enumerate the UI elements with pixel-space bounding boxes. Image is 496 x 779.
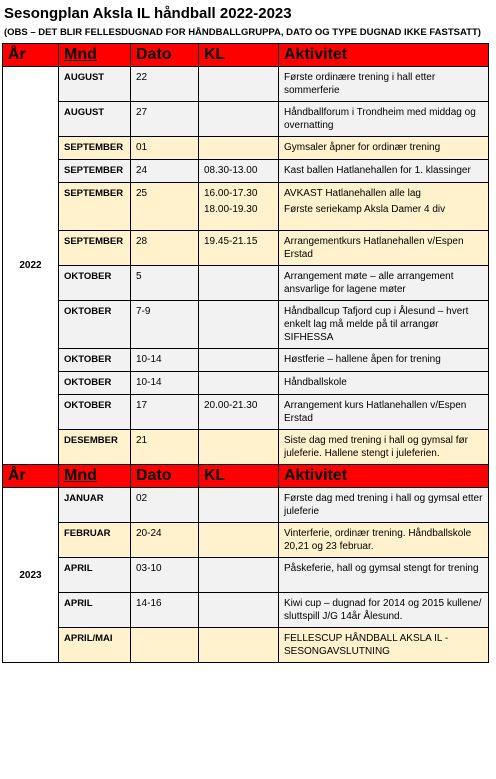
month-cell: SEPTEMBER [59, 137, 131, 160]
date-cell: 03-10 [131, 558, 199, 593]
header-year: År [3, 44, 59, 67]
schedule-row [3, 593, 489, 628]
time-cell: 19.45-21.15 [199, 231, 279, 266]
activity-cell: Håndballforum i Trondheim med middag og overnatting [279, 102, 489, 137]
header-date: Dato [131, 44, 199, 67]
time-cell [199, 523, 279, 558]
activity-cell [279, 183, 489, 231]
time-cell [199, 349, 279, 372]
month-cell: JANUAR [59, 488, 131, 523]
month-cell: SEPTEMBER [59, 183, 131, 231]
month-cell: OKTOBER [59, 301, 131, 349]
month-cell: SEPTEMBER [59, 231, 131, 266]
date-cell: 27 [131, 102, 199, 137]
month-cell: SEPTEMBER [59, 160, 131, 183]
activity-cell: Gymsaler åpner for ordinær trening [279, 137, 489, 160]
date-cell: 5 [131, 266, 199, 301]
activity-cell: Siste dag med trening i hall og gymsal før juleferie. Hallene stengt i juleferien. [279, 430, 489, 465]
header-date: Dato [131, 465, 199, 488]
schedule-row [3, 183, 489, 231]
date-cell: 24 [131, 160, 199, 183]
time-line: 16.00-17.30 [204, 188, 258, 199]
date-cell: 14-16 [131, 593, 199, 628]
schedule-row [3, 231, 489, 266]
header-row [3, 465, 489, 488]
month-cell: APRIL/MAI [59, 628, 131, 663]
time-cell: 20.00-21.30 [199, 395, 279, 430]
date-cell: 17 [131, 395, 199, 430]
schedule-row [3, 430, 489, 465]
time-cell [199, 183, 279, 231]
activity-line: Første seriekamp Aksla Damer 4 div [284, 204, 446, 215]
schedule-row [3, 67, 489, 102]
time-cell [199, 372, 279, 395]
date-cell: 20-24 [131, 523, 199, 558]
time-cell [199, 266, 279, 301]
activity-cell: Høstferie – hallene åpen for trening [279, 349, 489, 372]
date-cell: 22 [131, 67, 199, 102]
activity-cell: Første dag med trening i hall og gymsal etter juleferie [279, 488, 489, 523]
activity-cell: Håndballcup Tafjord cup i Ålesund – hvert enkelt lag må melde på til arrangør SIFHESSA [279, 301, 489, 349]
schedule-row [3, 349, 489, 372]
header-time: KL [199, 465, 279, 488]
time-cell [199, 137, 279, 160]
document-subtitle: (OBS – DET BLIR FELLESDUGNAD FOR HÅNDBALLGRUPPA, DATO OG TYPE DUGNAD IKKE FASTSATT) [4, 27, 481, 38]
schedule-row [3, 102, 489, 137]
date-cell: 7-9 [131, 301, 199, 349]
time-cell: 08.30-13.00 [199, 160, 279, 183]
month-cell: OKTOBER [59, 349, 131, 372]
schedule-row [3, 266, 489, 301]
activity-cell: Arrangement møte – alle arrangement ansvarlige for lagene møter [279, 266, 489, 301]
month-cell: APRIL [59, 593, 131, 628]
activity-cell: Arrangement kurs Hatlanehallen v/Espen Erstad [279, 395, 489, 430]
time-cell [199, 488, 279, 523]
time-line: 18.00-19.30 [204, 204, 258, 215]
activity-cell: FELLESCUP HÅNDBALL AKSLA IL - SESONGAVSLUTNING [279, 628, 489, 663]
year-cell: 2023 [3, 488, 59, 663]
month-cell: AUGUST [59, 102, 131, 137]
schedule-row [3, 628, 489, 663]
activity-cell: Kast ballen Hatlanehallen for 1. klassinger [279, 160, 489, 183]
activity-cell: Første ordinære trening i hall etter sommerferie [279, 67, 489, 102]
schedule-row [3, 301, 489, 349]
activity-cell: Vinterferie, ordinær trening. Håndballskole 20,21 og 23 februar. [279, 523, 489, 558]
time-cell [199, 102, 279, 137]
header-month: Mnd [59, 465, 131, 488]
year-cell: 2022 [3, 67, 59, 465]
header-activity: Aktivitet [279, 44, 489, 67]
date-cell: 28 [131, 231, 199, 266]
activity-cell: Arrangementkurs Hatlanehallen v/Espen Erstad [279, 231, 489, 266]
time-cell [199, 301, 279, 349]
activity-line: AVKAST Hatlanehallen alle lag [284, 188, 421, 199]
header-activity: Aktivitet [279, 465, 489, 488]
activity-cell: Kiwi cup – dugnad for 2014 og 2015 kullene/ sluttspill J/G 14år Ålesund. [279, 593, 489, 628]
month-cell: AUGUST [59, 67, 131, 102]
time-cell [199, 430, 279, 465]
time-cell [199, 593, 279, 628]
activity-cell: Håndballskole [279, 372, 489, 395]
time-cell [199, 628, 279, 663]
schedule-row [3, 523, 489, 558]
document-title: Sesongplan Aksla IL håndball 2022-2023 [4, 5, 292, 22]
schedule-row [3, 395, 489, 430]
schedule-row [3, 372, 489, 395]
schedule-row [3, 488, 489, 523]
date-cell: 10-14 [131, 349, 199, 372]
month-cell: APRIL [59, 558, 131, 593]
month-cell: OKTOBER [59, 372, 131, 395]
activity-cell: Påskeferie, hall og gymsal stengt for trening [279, 558, 489, 593]
time-cell [199, 67, 279, 102]
month-cell: FEBRUAR [59, 523, 131, 558]
date-cell: 21 [131, 430, 199, 465]
schedule-row [3, 160, 489, 183]
date-cell: 25 [131, 183, 199, 231]
month-cell: DESEMBER [59, 430, 131, 465]
header-time: KL [199, 44, 279, 67]
month-cell: OKTOBER [59, 266, 131, 301]
time-cell [199, 558, 279, 593]
date-cell: 01 [131, 137, 199, 160]
header-row [3, 44, 489, 67]
header-year: År [3, 465, 59, 488]
schedule-row [3, 137, 489, 160]
schedule-table [2, 43, 489, 663]
month-cell: OKTOBER [59, 395, 131, 430]
date-cell: 02 [131, 488, 199, 523]
date-cell [131, 628, 199, 663]
header-month: Mnd [59, 44, 131, 67]
schedule-row [3, 558, 489, 593]
date-cell: 10-14 [131, 372, 199, 395]
